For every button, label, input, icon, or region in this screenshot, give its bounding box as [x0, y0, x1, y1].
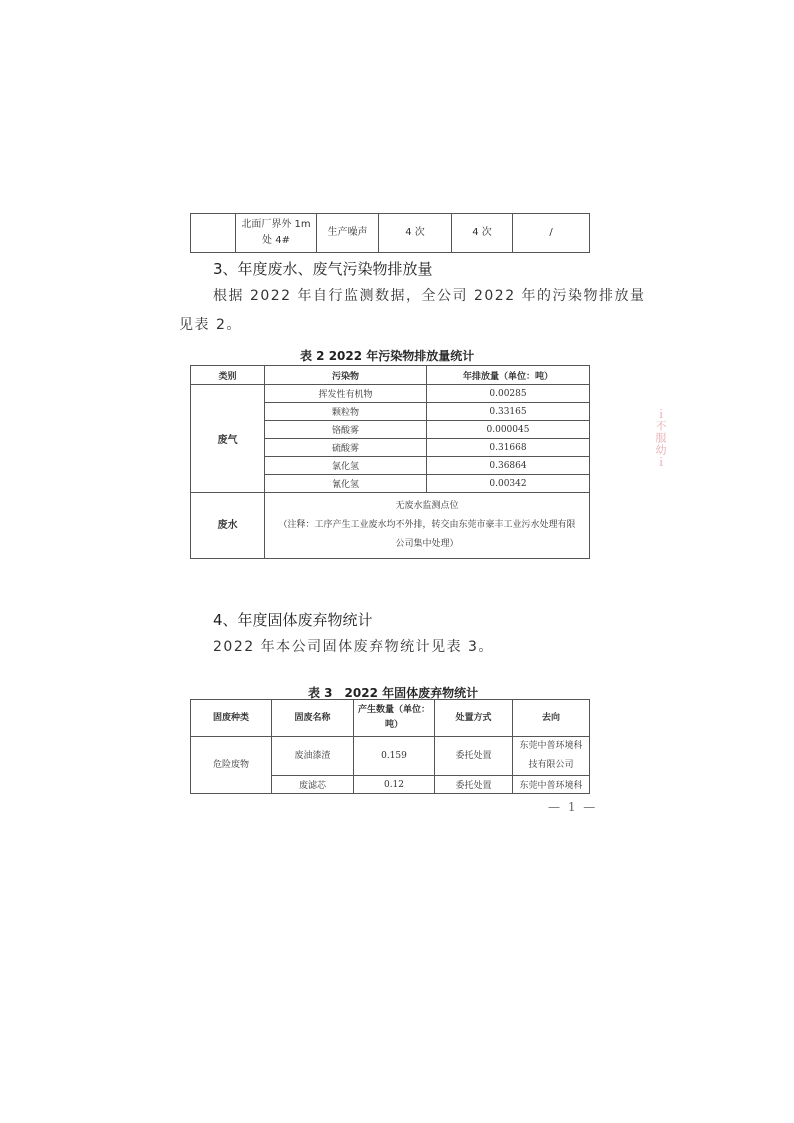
amount-cell: 0.36864 — [427, 457, 590, 475]
table-header-row — [191, 700, 590, 737]
wastewater-note-line: 无废水监测点位 — [395, 501, 459, 511]
pollutant-cell: 硫酸雾 — [265, 439, 427, 457]
destination-line: 东莞中普环境科 — [519, 741, 583, 751]
pollutant-cell: 氰化氢 — [265, 475, 427, 493]
waste-name-cell: 废油漆渣 — [272, 737, 354, 776]
waste-type-cell: 危险废物 — [191, 737, 272, 794]
solid-waste-table — [190, 699, 590, 794]
table-row — [191, 493, 590, 559]
section-4-heading: 4、年度固体废弃物统计 — [213, 611, 373, 629]
count-cell: 4 次 — [452, 214, 513, 253]
header-cell-amount: 年排放量（单位：吨） — [427, 366, 590, 385]
monitoring-item-cell: 生产噪声 — [317, 214, 379, 253]
remark-cell: / — [513, 214, 590, 253]
header-cell-category: 类别 — [191, 366, 265, 385]
pollutant-cell: 挥发性有机物 — [265, 385, 427, 403]
section-4-paragraph: 2022 年本公司固体废弃物统计见表 3。 — [213, 639, 494, 655]
monitoring-location-cell: 北面厂界外 1m 处 4# — [236, 214, 317, 253]
wastewater-note-line: 公司集中处理） — [395, 539, 459, 549]
pollutant-emission-table — [190, 365, 590, 559]
amount-cell: 0.159 — [354, 737, 435, 776]
amount-cell: 0.31668 — [427, 439, 590, 457]
amount-cell: 0.00285 — [427, 385, 590, 403]
header-cell-destination: 去向 — [513, 700, 590, 737]
pollutant-cell: 颗粒物 — [265, 403, 427, 421]
wastewater-note-cell — [265, 493, 590, 559]
table-row — [191, 214, 590, 253]
waste-name-cell: 废滤芯 — [272, 776, 354, 794]
section-3-paragraph-line2: 见表 2。 — [179, 317, 242, 333]
section-3-heading: 3、年度废水、废气污染物排放量 — [213, 260, 433, 278]
table-cell — [191, 214, 236, 253]
pollutant-cell: 铬酸雾 — [265, 421, 427, 439]
header-cell-method: 处置方式 — [435, 700, 513, 737]
method-cell: 委托处置 — [435, 776, 513, 794]
destination-cell — [513, 737, 590, 776]
header-cell-pollutant: 污染物 — [265, 366, 427, 385]
table-header-row — [191, 366, 590, 385]
amount-cell: 0.000045 — [427, 421, 590, 439]
destination-cell: 东莞中普环境科 — [513, 776, 590, 794]
wastewater-note-line: （注释：工序产生工业废水均不外排，转交由东莞市豪丰工业污水处理有限 — [278, 520, 576, 530]
amount-cell: 0.33165 — [427, 403, 590, 421]
count-cell: 4 次 — [379, 214, 452, 253]
method-cell: 委托处置 — [435, 737, 513, 776]
header-cell-waste-name: 固废名称 — [272, 700, 354, 737]
table-row — [191, 385, 590, 403]
header-cell-waste-type: 固废种类 — [191, 700, 272, 737]
noise-monitoring-table — [190, 213, 590, 253]
seal-stamp: ｉ不服幼ｉ — [654, 408, 667, 468]
section-3-paragraph-line1: 根据 2022 年自行监测数据，全公司 2022 年的污染物排放量 — [213, 288, 646, 304]
table-3-caption: 表 3 2022 年固体废弃物统计 — [308, 686, 479, 700]
destination-line: 技有限公司 — [528, 760, 574, 770]
page-number: — 1 — — [548, 800, 598, 814]
pollutant-cell: 氯化氢 — [265, 457, 427, 475]
amount-cell: 0.12 — [354, 776, 435, 794]
category-cell-gas: 废气 — [191, 385, 265, 493]
category-cell-water: 废水 — [191, 493, 265, 559]
amount-cell: 0.00342 — [427, 475, 590, 493]
table-2-caption: 表 2 2022 年污染物排放量统计 — [300, 349, 475, 363]
header-cell-amount: 产生数量（单位：吨） — [354, 700, 435, 737]
table-row — [191, 737, 590, 776]
